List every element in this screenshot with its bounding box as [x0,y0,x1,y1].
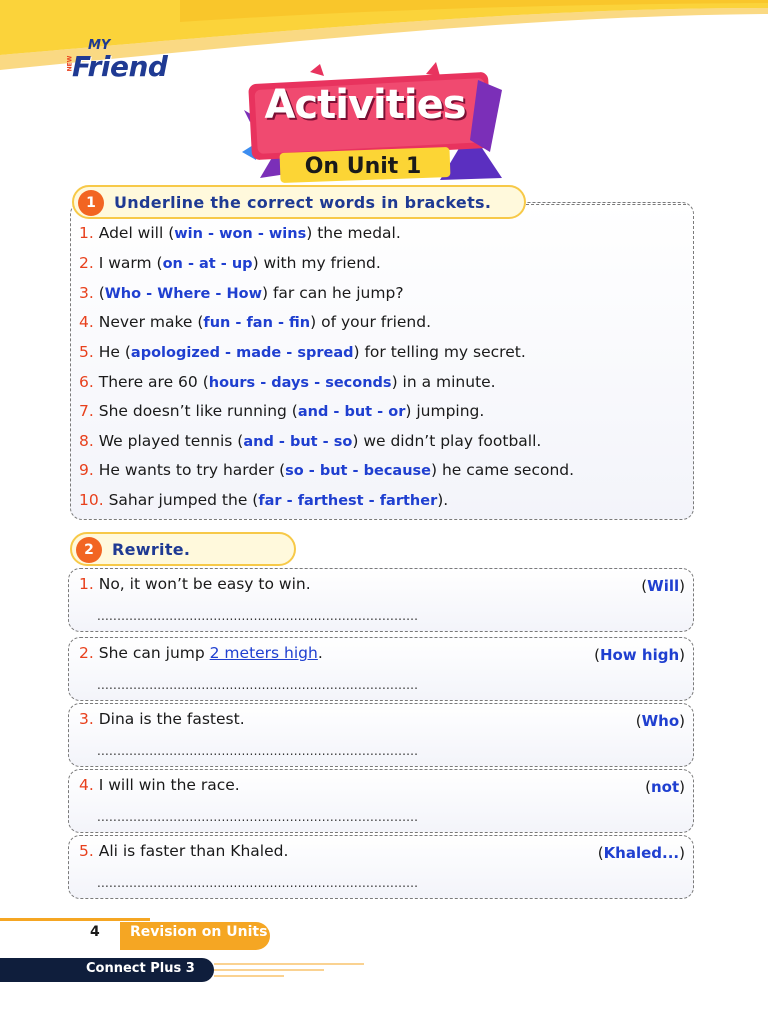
rewrite-item-1: 1. No, it won’t be easy to win. (Will) ................................................................................ [68,568,694,632]
choice-apologized[interactable]: apologized [130,345,220,361]
rewrite-item-3: 3. Dina is the fastest. (Who) ................................................................................ [68,703,694,767]
footer-label: Revision on Units [130,924,268,940]
book-title: Connect Plus 3 [86,961,195,976]
choice-on[interactable]: on [162,256,183,272]
activities-banner [240,60,530,190]
choice-wins[interactable]: wins [268,226,307,242]
rewrite-hint: (Who) [635,712,685,730]
banner-title: Activities [264,82,466,128]
page-number: 4 [90,924,100,940]
question-1: 1. Adel will (win - won - wins) the medal. [79,224,401,242]
choice-who[interactable]: Who [104,286,142,302]
answer-line[interactable]: ................................................................................ [97,678,419,692]
choice-hours[interactable]: hours [208,375,256,391]
choice-but[interactable]: but [289,434,318,450]
brand-logo [66,40,196,86]
answer-line[interactable]: ................................................................................ [97,810,419,824]
choice-fun[interactable]: fun [203,315,231,331]
choice-and[interactable]: and [243,434,274,450]
question-4: 4. Never make (fun - fan - fin) of your friend. [79,313,432,331]
question-5: 5. He (apologized - made - spread) for telling my secret. [79,343,526,361]
choice-seconds[interactable]: seconds [325,375,392,391]
brand-new: NEW [66,55,74,72]
question-8: 8. We played tennis (and - but - so) we didn’t play football. [79,432,542,450]
section1-header [72,185,526,219]
rewrite-hint: (How high) [594,646,685,664]
choice-because[interactable]: because [363,463,431,479]
choice-fan[interactable]: fan [246,315,273,331]
section2-number: 2 [76,537,102,563]
choice-far[interactable]: far [258,493,282,509]
choice-where[interactable]: Where [157,286,211,302]
choice-and[interactable]: and [297,404,329,420]
answer-line[interactable]: ................................................................................ [97,744,419,758]
choice-won[interactable]: won [219,226,253,242]
choice-at[interactable]: at [199,256,216,272]
choice-spread[interactable]: spread [297,345,354,361]
choice-farthest[interactable]: farthest [297,493,364,509]
rewrite-hint: (not) [645,778,685,796]
section1-dash [526,204,686,205]
choice-but[interactable]: but [344,404,373,420]
question-6: 6. There are 60 (hours - days - seconds) in a minute. [79,373,496,391]
choice-fin[interactable]: fin [289,315,311,331]
choice-but[interactable]: but [319,463,348,479]
answer-line[interactable]: ................................................................................ [97,609,419,623]
answer-line[interactable]: ................................................................................ [97,876,419,890]
choice-farther[interactable]: farther [379,493,438,509]
choice-days[interactable]: days [271,375,310,391]
question-9: 9. He wants to try harder (so - but - because) he came second. [79,461,575,479]
choice-how[interactable]: How [226,286,262,302]
section2-header [70,532,296,566]
rewrite-hint: (Khaled...) [597,844,685,862]
question-2: 2. I warm (on - at - up) with my friend. [79,254,381,272]
rewrite-item-4: 4. I will win the race. (not) ................................................................................ [68,769,694,833]
brand-my: MY [88,38,111,53]
footer-lines [214,960,374,980]
rewrite-hint: (Will) [641,577,685,595]
banner-subtitle: On Unit 1 [304,154,422,179]
choice-win[interactable]: win [174,226,203,242]
question-10: 10. Sahar jumped the (far - farthest - farther). [79,491,449,509]
choice-or[interactable]: or [388,404,406,420]
question-3: 3. (Who - Where - How) far can he jump? [79,284,404,302]
rewrite-item-5: 5. Ali is faster than Khaled. (Khaled...) ................................................................................ [68,835,694,899]
choice-so[interactable]: so [285,463,304,479]
choice-made[interactable]: made [236,345,282,361]
section2-title: Rewrite. [112,539,191,559]
brand-friend: Friend [72,50,168,83]
question-7: 7. She doesn’t like running (and - but - or) jumping. [79,402,485,420]
section1-title: Underline the correct words in brackets. [114,192,492,212]
choice-so[interactable]: so [333,434,353,450]
rewrite-item-2: 2. She can jump 2 meters high. (How high) ................................................................................ [68,637,694,701]
choice-up[interactable]: up [231,256,253,272]
section1-number: 1 [78,190,104,216]
